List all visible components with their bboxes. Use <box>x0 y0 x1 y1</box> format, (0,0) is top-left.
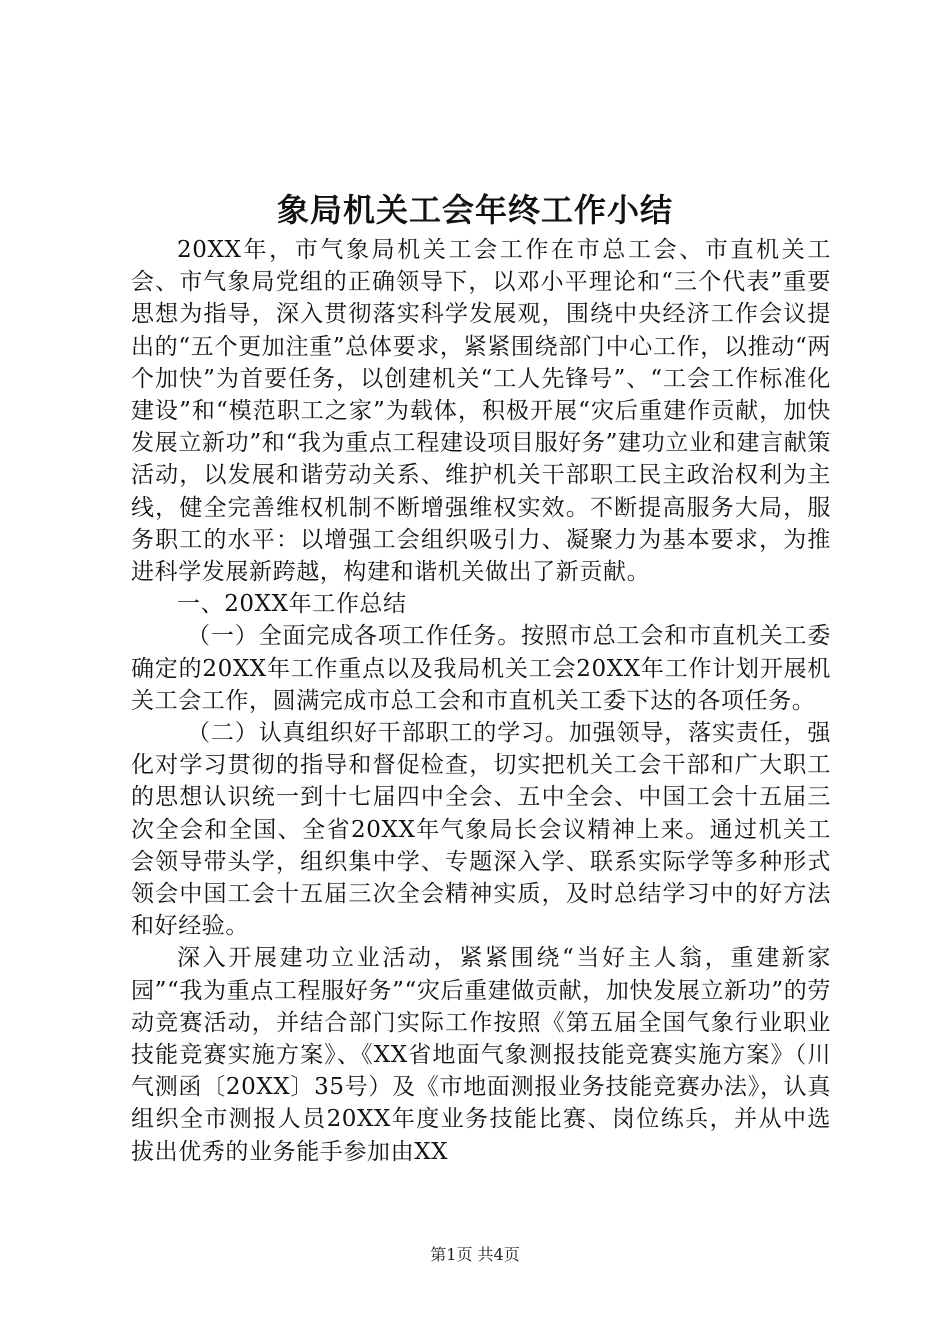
page-number-footer: 第1页 共4页 <box>430 1245 520 1264</box>
paragraph-activities: 深入开展建功立业活动，紧紧围绕“当好主人翁，重建新家园”“我为重点工程服好务”“灾后重建做贡献，加快发展立新功”的劳动竞赛活动，并结合部门实际工作按照《第五届全国气象行业职业技能竞赛实施方案》、《XX省地面气象测报技能竞赛实施方案》（川气测函〔20XX〕35号）及《市地面测报业务技能竞赛办法》，认真组织全市测报人员20XX年度业务技能比赛、岗位练兵，并从中选拔出优秀的业务能手参加由XX <box>131 945 831 1165</box>
paragraph-item-1: （一）全面完成各项工作任务。按照市总工会和市直机关工委确定的20XX年工作重点以及我局机关工会20XX年工作计划开展机关工会工作，圆满完成市总工会和市直机关工委下达的各项任务。 <box>131 623 831 714</box>
document-title: 象局机关工会年终工作小结 <box>276 191 673 229</box>
document-body <box>131 234 831 1168</box>
paragraph-item-2: （二）认真组织好干部职工的学习。加强领导，落实责任，强化对学习贯彻的指导和督促检查，切实把机关工会干部和广大职工的思想认识统一到十七届四中全会、五中全会、中国工会十五届三次全会和全国、全省20XX年气象局长会议精神上来。通过机关工会领导带头学，组织集中学、专题深入学、联系实际学等多种形式领会中国工会十五届三次全会精神实质，及时总结学习中的好方法和好经验。 <box>131 720 831 940</box>
paragraph-intro: 20XX年，市气象局机关工会工作在市总工会、市直机关工会、市气象局党组的正确领导下，以邓小平理论和“三个代表”重要思想为指导，深入贯彻落实科学发展观，围绕中央经济工作会议提出的“五个更加注重”总体要求，紧紧围绕部门中心工作，以推动“两个加快”为首要任务，以创建机关“工人先锋号”、“工会工作标准化建设”和“模范职工之家”为载体，积极开展“灾后重建作贡献，加快发展立新功”和“我为重点工程建设项目服好务”建功立业和建言献策活动，以发展和谐劳动关系、维护机关干部职工民主政治权利为主线，健全完善维权机制不断增强维权实效。不断提高服务大局，服务职工的水平：以增强工会组织吸引力、凝聚力为基本要求，为推进科学发展新跨越，构建和谐机关做出了新贡献。 <box>131 237 831 586</box>
section-heading-summary: 一、20XX年工作总结 <box>177 591 407 618</box>
